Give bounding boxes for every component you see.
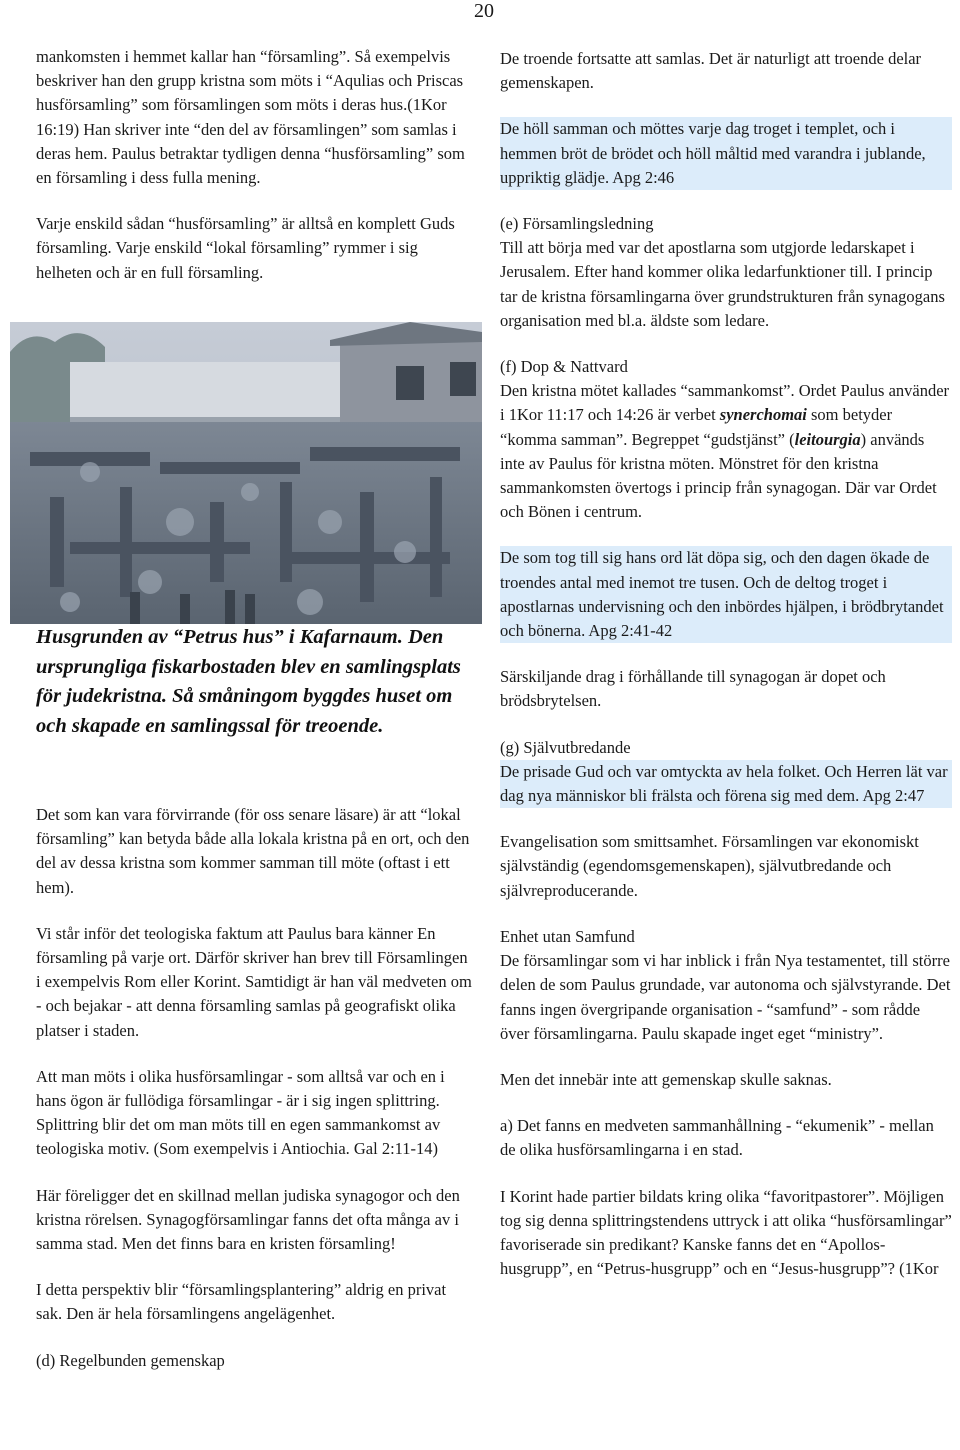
greek-term: synerchomai bbox=[719, 405, 807, 425]
paragraph: Vi står inför det teologiska faktum att Paulus bara känner En församling på varje ort. Därför skriver han brev till Församlingen i exempelvis Rom eller Korint. Samtidigt är han väl medveten om - och bejakar - att denna församling samlas på geografiskt olika platser i staden. bbox=[36, 923, 472, 1040]
photo-caption bbox=[36, 623, 472, 741]
right-column bbox=[500, 47, 952, 1281]
scripture-quote: De prisade Gud och var omtyckta av hela folket. Och Herren lät var dag nya människor bli frälsta och förena sig med dem. Apg 2:47 bbox=[500, 760, 952, 808]
page-number: 20 bbox=[474, 0, 494, 22]
section-heading-g: (g) Självutbredande bbox=[500, 737, 631, 757]
paragraph: mankomsten i hemmet kallar han “församling”. Så exempelvis beskriver han den grupp kristna som möts i “Aqulias och Priscas husförsamling” som församlingen som möts i deras hus.(1Kor 16:19) Han skriver inte “den del av församlingen” som samlas i deras hem. Paulus betraktar tydligen denna “husförsamling” som en församling i dess fulla mening. bbox=[36, 47, 465, 188]
caption-text: Husgrunden av “Petrus hus” i Kafarnaum. Den ursprungliga fiskarbostaden blev en samlingsplats för judekristna. Så småningom byggdes huset om och skapade en samlingssal för treoende. bbox=[36, 626, 461, 737]
text-segment: ) används inte av Paulus för kristna möten. Mönstret för den kristna sammankomsten övertogs i princip från synagogan. Där var Ordet och Bönen i centrum. bbox=[500, 429, 937, 522]
ruins-photo bbox=[10, 322, 482, 624]
paragraph: Till att börja med var det apostlarna som utgjorde ledarskapet i Jerusalem. Efter hand kommer olika ledarfunktioner till. I princip tar de kristna församlingarna över grundstrukturen från synagogans organisation med bl.a. äldste som ledare. bbox=[500, 238, 945, 330]
section-heading-f: (f) Dop & Nattvard bbox=[500, 357, 628, 377]
paragraph: Det som kan vara förvirrande (för oss senare läsare) är att “lokal församling” kan betyda både alla lokala kristna på en ort, och den del av dessa kristna som kommer samman till möte (oftast i ett hem). bbox=[36, 805, 470, 897]
paragraph: Särskiljande drag i förhållande till synagogan är dopet och brödsbrytelsen. bbox=[500, 667, 886, 711]
paragraph: Varje enskild sådan “husförsamling” är alltså en komplett Guds församling. Varje enskild “lokal församling” rymmer i sig helheten och är en full församling. bbox=[36, 214, 455, 282]
left-column-top bbox=[36, 45, 472, 285]
section-heading-e: (e) Församlingsledning bbox=[500, 214, 654, 234]
paragraph: Här föreligger det en skillnad mellan judiska synagogor och den kristna rörelsen. Synagogförsamlingar fanns det ofta många av i samma stad. Men det finns bara en kristen församling! bbox=[36, 1185, 460, 1254]
paragraph: I detta perspektiv blir “församlingsplantering” aldrig en privat sak. Den är hela församlingens angelägenhet. bbox=[36, 1280, 447, 1324]
paragraph: Men det innebär inte att gemenskap skulle saknas. bbox=[500, 1069, 832, 1089]
text-segment: Den kristna mötet kallades “sammankomst”. Ordet Paulus använder i 1Kor 11:17 och 14:26 är verbet bbox=[500, 381, 950, 425]
paragraph: De troende fortsatte att samlas. Det är naturligt att troende delar gemenskapen. bbox=[500, 49, 922, 93]
paragraph: De församlingar som vi har inblick i från Nya testamentet, till större delen de som Paulus grundade, var autonoma och självstyrande. Det fanns ingen övergripande organisation - “samfund” - som rådde över församlingarna. Paulu skapade inget eget “ministry”. bbox=[500, 951, 951, 1043]
paragraph: I Korint hade partier bildats kring olika “favoritpastorer”. Möjligen tog sig denna splittringstendens uttryck i att olika “husförsamlingar” favoriserade sin predikant? Kanske fanns det en “Apollos-husgrupp”, en “Petrus-husgrupp” och en “Jesus-husgrupp”? (1Kor bbox=[500, 1186, 952, 1279]
paragraph bbox=[500, 379, 952, 524]
scripture-quote: De som tog till sig hans ord lät döpa sig, och den dagen ökade de troendes antal med inemot tre tusen. Och de deltog troget i apostlarnas undervisning och den inbördes hjälpen, i brödbrytandet och bönerna. Apg 2:41-42 bbox=[500, 546, 952, 643]
text-segment: som betyder “komma samman”. Begreppet “gudstjänst” ( bbox=[500, 405, 893, 449]
section-heading-d: (d) Regelbunden gemenskap bbox=[36, 1350, 225, 1370]
scripture-quote: De höll samman och möttes varje dag troget i templet, och i hemmen bröt de brödet och höll måltid med varandra i jublande, uppriktig glädje. Apg 2:46 bbox=[500, 117, 952, 190]
left-column-bottom bbox=[36, 803, 472, 1373]
greek-term: leitourgia bbox=[794, 429, 861, 449]
paragraph: Att man möts i olika husförsamlingar - som alltså var och en i hans ögon är fullödiga församlingar - är i sig ingen splittring. Splittring blir det om man möts till en egen sammankomst av teologiska motiv. (Som exempelvis i Antiochia. Gal 2:11-14) bbox=[36, 1066, 445, 1159]
paragraph: a) Det fanns en medveten sammanhållning - “ekumenik” - mellan de olika husförsamlingarna i en stad. bbox=[500, 1116, 934, 1160]
section-heading-unity: Enhet utan Samfund bbox=[500, 926, 635, 946]
paragraph: Evangelisation som smittsamhet. Församlingen var ekonomiskt självständig (egendomsgemenskapen), självutbredande och självreproducerande. bbox=[500, 832, 919, 900]
